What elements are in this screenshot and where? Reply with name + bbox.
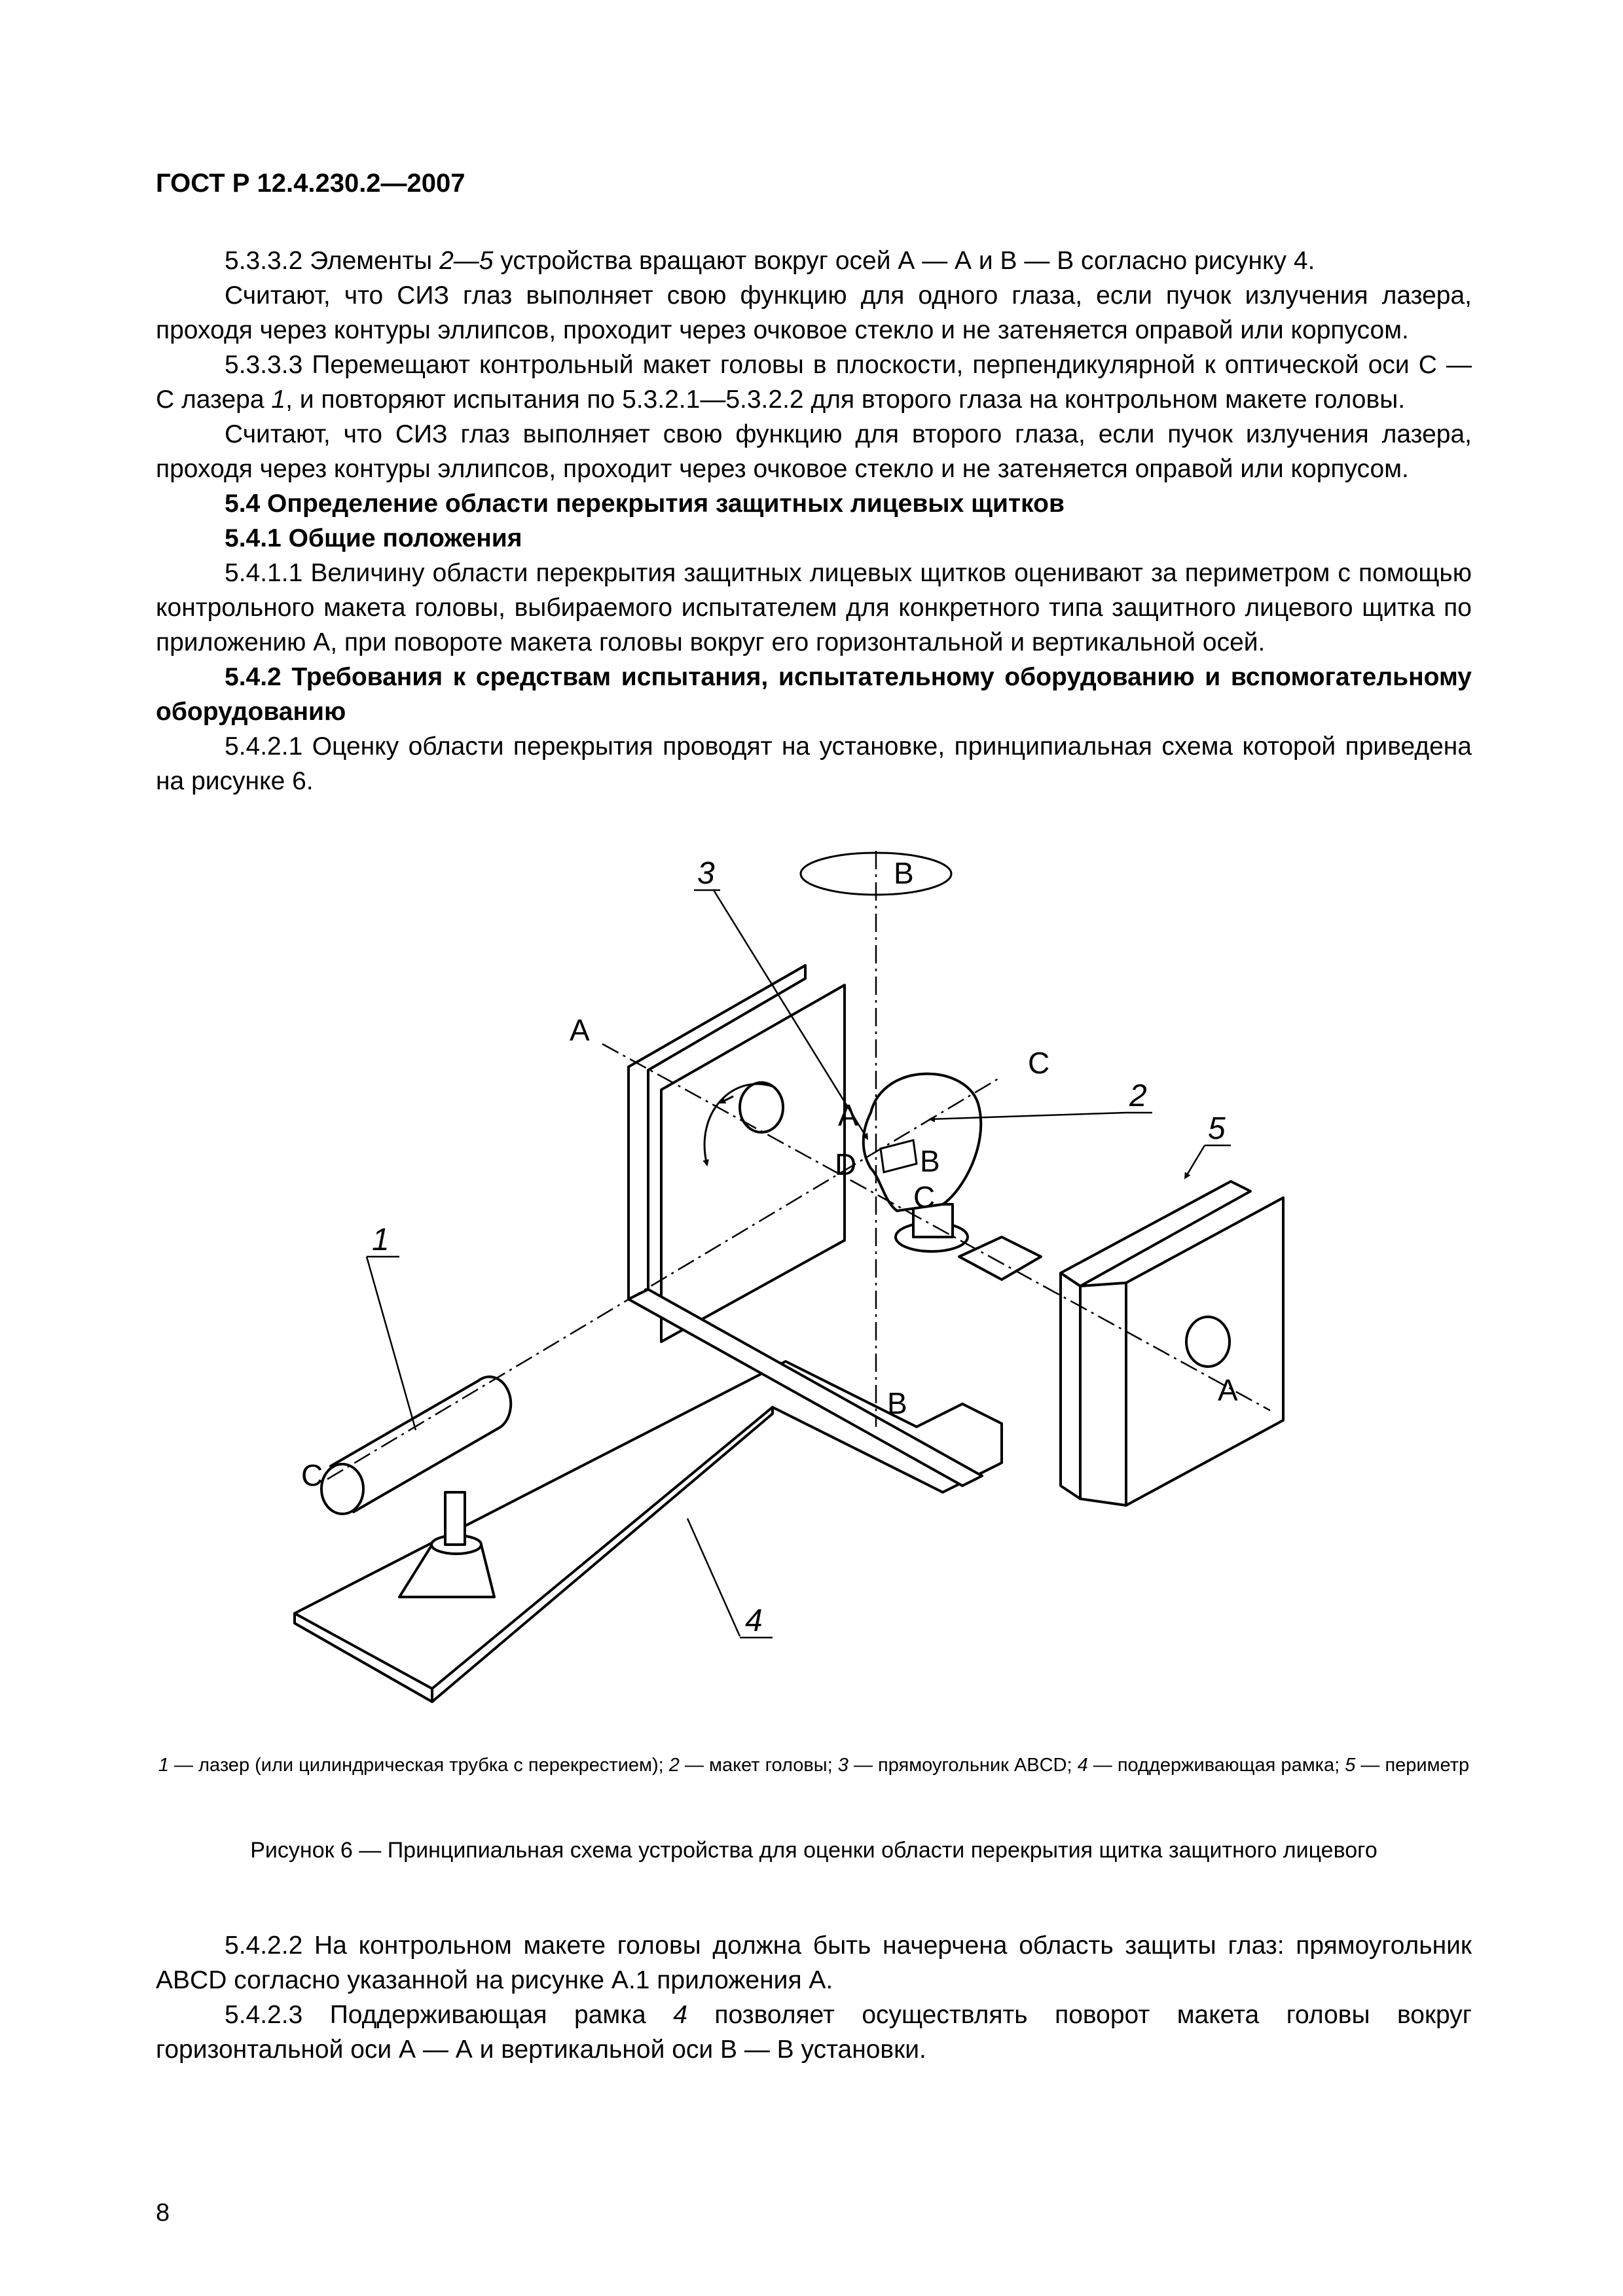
legend-index: 1 <box>158 1755 169 1776</box>
label-number-5: 5 <box>1208 1111 1226 1146</box>
label-axis-c-left: С <box>301 1458 323 1492</box>
text-run-italic: 4 <box>673 2001 687 2029</box>
section-heading-5-4-1: 5.4.1 Общие положения <box>225 524 522 552</box>
leader-1 <box>367 1257 416 1430</box>
label-number-3: 3 <box>697 856 715 891</box>
label-number-1: 1 <box>372 1223 390 1257</box>
label-axis-a-right: А <box>1218 1373 1238 1407</box>
figure-legend <box>156 1751 1472 1779</box>
body-text-bottom <box>156 1928 1472 2067</box>
label-number-4: 4 <box>745 1604 763 1638</box>
paragraph-5-4-2-3 <box>156 1998 1472 2067</box>
section-heading-5-4-2: 5.4.2 Требования к средствам испытания, испытательному оборудованию и вспомогательному оборудованию <box>156 663 1472 726</box>
legend-index: 4 <box>1077 1755 1088 1776</box>
legend-index: 2 <box>668 1755 680 1776</box>
document-header: ГОСТ Р 12.4.230.2—2007 <box>156 169 465 198</box>
page-number: 8 <box>156 2199 170 2227</box>
text-run: устройства вращают вокруг осей А — А и В — В согласно рисунку 4. <box>493 247 1315 275</box>
label-number-2: 2 <box>1129 1079 1147 1113</box>
label-rect-d: D <box>835 1147 857 1181</box>
laser-tube-end <box>321 1464 363 1514</box>
perimeter-plate-side <box>1080 1283 1126 1505</box>
text-run-italic: 1 <box>271 386 286 414</box>
label-rect-a: А <box>838 1098 858 1132</box>
paragraph-5-4-2-2: 5.4.2.2 На контрольном макете головы должна быть начерчена область защиты глаз: прямоугольник ABCD согласно указанной на рисунке А.1 приложения А. <box>156 1931 1472 1994</box>
figure-6-diagram <box>275 838 1349 1741</box>
label-axis-b-top: В <box>894 856 914 890</box>
figure-caption: Рисунок 6 — Принципиальная схема устройства для оценки области перекрытия щитка защитного лицевого <box>250 1838 1377 1863</box>
label-axis-b-bottom: В <box>887 1386 907 1420</box>
slide-rail <box>959 1237 1041 1280</box>
label-axis-c-top: С <box>1028 1046 1050 1080</box>
perimeter-frame-front <box>1061 1273 1080 1499</box>
paragraph-5-4-1-1: 5.4.1.1 Величину области перекрытия защитных лицевых щитков оценивают за периметром с помощью контрольного макета головы, выбираемого испытателем для конкретного типа защитного лицевого щитка по приложению А, при повороте макета головы вокруг его горизонтальной и вертикальной осей. <box>156 559 1472 656</box>
leader-4 <box>687 1518 740 1636</box>
legend-text: — прямоугольник ABCD; <box>848 1755 1078 1776</box>
paragraph-5-3-3-2 <box>156 243 1472 278</box>
legend-index: 3 <box>837 1755 848 1776</box>
laser-post <box>445 1492 465 1545</box>
legend-text: — макет головы; <box>679 1755 838 1776</box>
paragraph-5-4-2-1: 5.4.2.1 Оценку области перекрытия проводят на установке, принципиальная схема которой приведена на рисунке 6. <box>156 732 1472 795</box>
label-axis-a-left: А <box>570 1013 590 1047</box>
label-rect-c: С <box>913 1180 936 1214</box>
legend-index: 5 <box>1345 1755 1356 1776</box>
text-run: 5.3.3.2 Элементы <box>225 247 440 275</box>
body-text-top <box>156 243 1472 798</box>
leader-5 <box>1185 1145 1205 1178</box>
paragraph-5-3-3-3 <box>156 348 1472 417</box>
text-run-italic: 2—5 <box>439 247 494 275</box>
apparatus-schematic <box>275 838 1349 1741</box>
axis-disk-left <box>740 1083 783 1132</box>
text-run: 5.3.3.3 Перемещают контрольный макет головы в плоскости, перпендикулярной к оптической оси С — С лазера <box>156 351 1472 414</box>
paragraph: Считают, что СИЗ глаз выполняет свою функцию для второго глаза, если пучок излучения лазера, проходя через контуры эллипсов, проходит через очковое стекло и не затеняется оправой или корпусом. <box>156 420 1472 483</box>
text-run: , и повторяют испытания по 5.3.2.1—5.3.2.2 для второго глаза на контрольном макете головы. <box>285 386 1406 414</box>
legend-text: — лазер (или цилиндрическая трубка с перекрестием); <box>169 1755 669 1776</box>
text-run: 5.4.2.3 Поддерживающая рамка <box>225 2001 674 2029</box>
label-rect-b: В <box>920 1144 940 1178</box>
paragraph: Считают, что СИЗ глаз выполняет свою функцию для одного глаза, если пучок излучения лазера, проходя через контуры эллипсов, проходит через очковое стекло и не затеняется оправой или корпусом. <box>156 281 1472 344</box>
section-heading-5-4: 5.4 Определение области перекрытия защитных лицевых щитков <box>225 490 1065 518</box>
axis-disk-right <box>1186 1317 1230 1367</box>
legend-text: — поддерживающая рамка; <box>1087 1755 1345 1776</box>
text-run: позволяет осуществлять поворот макета головы вокруг горизонтальной оси А — А и вертикальной оси В — В установки. <box>156 2001 1472 2064</box>
legend-text: — периметр <box>1355 1755 1470 1776</box>
